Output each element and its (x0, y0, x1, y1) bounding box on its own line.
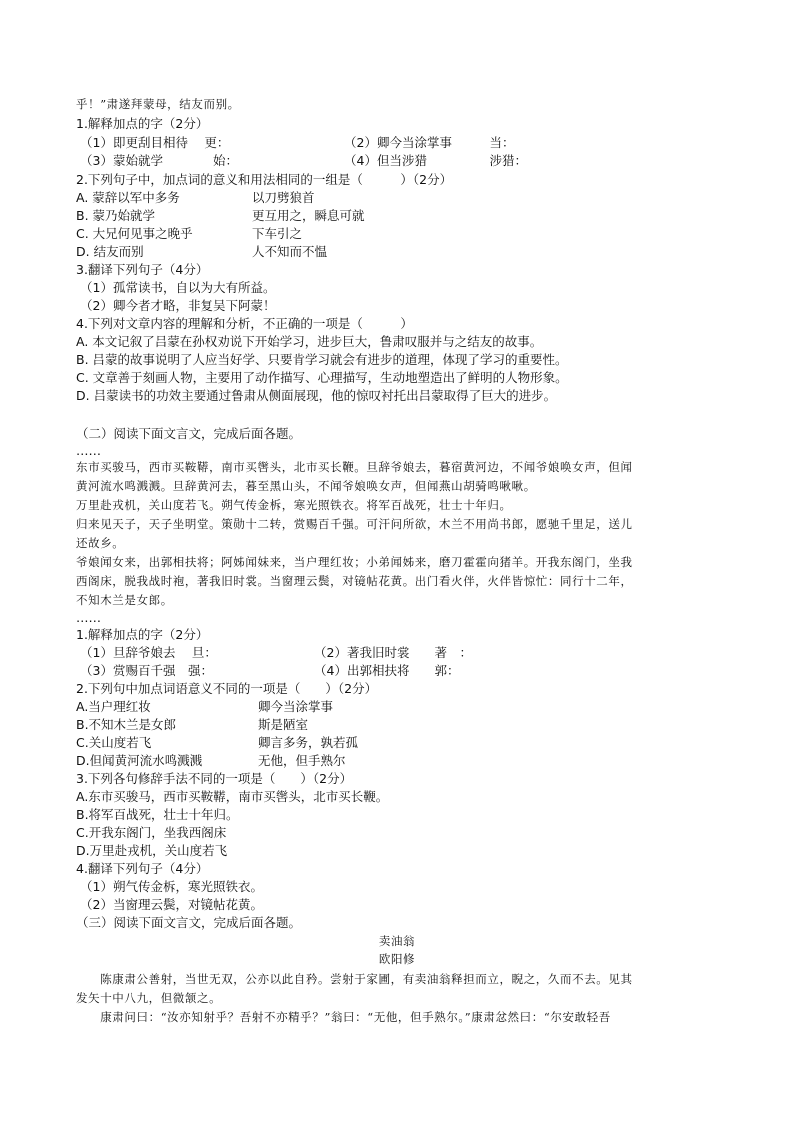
s2-q3-option: D.万里赴戎机，关山度若飞 (76, 843, 228, 858)
s2-q1-item: （4）出郭相扶将 郭： (314, 663, 460, 678)
s1-q4-option: B. 吕蒙的故事说明了人应当好学、只要肯学习就会有进步的道理，体现了学习的重要性。 (76, 352, 568, 367)
s2-q1-item: （2）著我旧时裳 著 ： (314, 645, 472, 660)
s2-q2-option-c-compare: 卿言多务，孰若孤 (258, 735, 359, 750)
s2-q2-option-b-compare: 斯是陋室 (258, 717, 309, 732)
s2-q1-item: （3）赏赐百千强 强： (80, 663, 213, 678)
s2-q4-title: 4.翻译下列句子（4分） (76, 861, 209, 876)
s1-q2-option-d: D. 结友而别 (76, 244, 144, 259)
s3-article-author: 欧阳修 (378, 952, 416, 966)
s1-q1-item: （3）蒙始就学 始： (80, 153, 238, 168)
s3-passage-line: 陈康肃公善射，当世无双，公亦以此自矜。尝射于家圃，有卖油翁释担而立，睨之，久而不去。见其 (76, 972, 633, 986)
s1-q2-option-d-compare: 人不知而不愠 (252, 244, 328, 259)
s1-q2-option-b-compare: 更互用之，瞬息可就 (252, 208, 365, 223)
s2-q2-option-a-compare: 卿今当涂掌事 (258, 699, 334, 714)
s1-q1-title: 1.解释加点的字（2分） (76, 116, 209, 131)
s1-q3-item: （2）卿今者才略，非复吴下阿蒙！ (80, 298, 276, 313)
s2-passage-line: 还故乡。 (76, 536, 125, 550)
s2-q4-item: （1）朔气传金柝，寒光照铁衣。 (80, 879, 263, 894)
s1-q2-option-c: C. 大兄何见事之晚乎 (76, 226, 193, 241)
s2-passage-line: 归来见天子，天子坐明堂。策勋十二转，赏赐百千强。可汗问所欲，木兰不用尚书郎，愿驰千里足，送儿 (76, 517, 633, 531)
s2-passage-line: 万里赴戎机，关山度若飞。朔气传金柝，寒光照铁衣。将军百战死，壮士十年归。 (76, 498, 512, 512)
s2-q2-option-c: C.关山度若飞 (76, 735, 152, 750)
s2-passage-line: 东市买骏马，西市买鞍鞯，南市买辔头，北市买长鞭。旦辞爷娘去，暮宿黄河边，不闻爷娘唤女声，但闻 (76, 460, 633, 474)
s2-q1-item: （1）旦辞爷娘去 旦： (80, 645, 217, 660)
ellipsis: …… (76, 610, 101, 625)
s3-passage-line: 康肃问曰：“汝亦知射乎？吾射不亦精乎？”翁曰：“无他，但手熟尔。”康肃忿然曰：“尔安敢轻吾 (76, 1010, 611, 1024)
s2-q2-title: 2.下列句中加点词语意义不同的一项是（ ）（2分） (76, 681, 378, 696)
s2-passage-line: 不知木兰是女郎。 (76, 593, 173, 607)
s1-q2-option-b: B. 蒙乃始就学 (76, 208, 156, 223)
s1-q1-item: （4）但当涉猎 涉猎： (344, 153, 527, 168)
s1-q2-title: 2.下列句子中，加点词的意义和用法相同的一组是（ ）（2分） (76, 172, 453, 187)
s2-passage-line: 黄河流水鸣溅溅。旦辞黄河去，暮至黑山头，不闻爷娘唤女声，但闻燕山胡骑鸣啾啾。 (76, 479, 536, 493)
s2-q2-option-a: A.当户理红妆 (76, 699, 151, 714)
s2-q3-option: C.开我东阁门，坐我西阁床 (76, 825, 227, 840)
s2-q2-option-b: B.不知木兰是女郎 (76, 717, 177, 732)
s3-heading: （三）阅读下面文言文，完成后面各题。 (76, 915, 302, 930)
s2-passage-line: 西阁床，脱我战时袍，著我旧时裳。当窗理云鬓，对镜帖花黄。出门看火伴，火伴皆惊忙：同行十二年， (76, 574, 633, 588)
s2-q1-title: 1.解释加点的字（2分） (76, 627, 209, 642)
s1-q1-item: （1）即更刮目相待 更： (80, 135, 230, 150)
s2-q3-option: A.东市买骏马，西市买鞍鞯，南市买辔头，北市买长鞭。 (76, 789, 389, 804)
s2-q2-option-d-compare: 无他，但手熟尔 (258, 753, 346, 768)
s1-q2-option-a: A. 蒙辞以军中多务 (76, 190, 180, 205)
s3-passage-line: 发矢十中八九，但微颔之。 (76, 991, 222, 1005)
s2-heading: （二）阅读下面文言文，完成后面各题。 (76, 426, 302, 441)
s2-q3-title: 3.下列各句修辞手法不同的一项是（ ）（2分） (76, 771, 353, 786)
s1-q4-option: D. 吕蒙读书的功效主要通过鲁肃从侧面展现，他的惊叹衬托出吕蒙取得了巨大的进步。 (76, 388, 557, 403)
passage-continuation: 乎！”肃遂拜蒙母，结友而别。 (76, 97, 240, 111)
s1-q2-option-c-compare: 下车引之 (252, 226, 303, 241)
s3-article-title: 卖油翁 (378, 934, 416, 948)
s2-passage-line: 爷娘闻女来，出郭相扶将；阿姊闻妹来，当户理红妆；小弟闻姊来，磨刀霍霍向猪羊。开我东阁门，坐我 (76, 555, 633, 569)
ellipsis: …… (76, 443, 101, 458)
s1-q1-item: （2）卿今当涂掌事 当： (344, 135, 515, 150)
s1-q2-option-a-compare: 以刀劈狼首 (252, 190, 315, 205)
s1-q4-option: A. 本文记叙了吕蒙在孙权劝说下开始学习，进步巨大，鲁肃叹服并与之结友的故事。 (76, 334, 543, 349)
s2-q2-option-d: D.但闻黄河流水鸣溅溅 (76, 753, 203, 768)
s1-q3-item: （1）孤常读书，自以为大有所益。 (80, 280, 276, 295)
s2-q3-option: B.将军百战死，壮士十年归。 (76, 807, 239, 822)
s2-q4-item: （2）当窗理云鬓，对镜帖花黄。 (80, 897, 263, 912)
s1-q3-title: 3.翻译下列句子（4分） (76, 262, 209, 277)
s1-q4-title: 4.下列对文章内容的理解和分析，不正确的一项是（ ） (76, 316, 413, 331)
s1-q4-option: C. 文章善于刻画人物，主要用了动作描写、心理描写，生动地塑造出了鲜明的人物形象。 (76, 370, 568, 385)
